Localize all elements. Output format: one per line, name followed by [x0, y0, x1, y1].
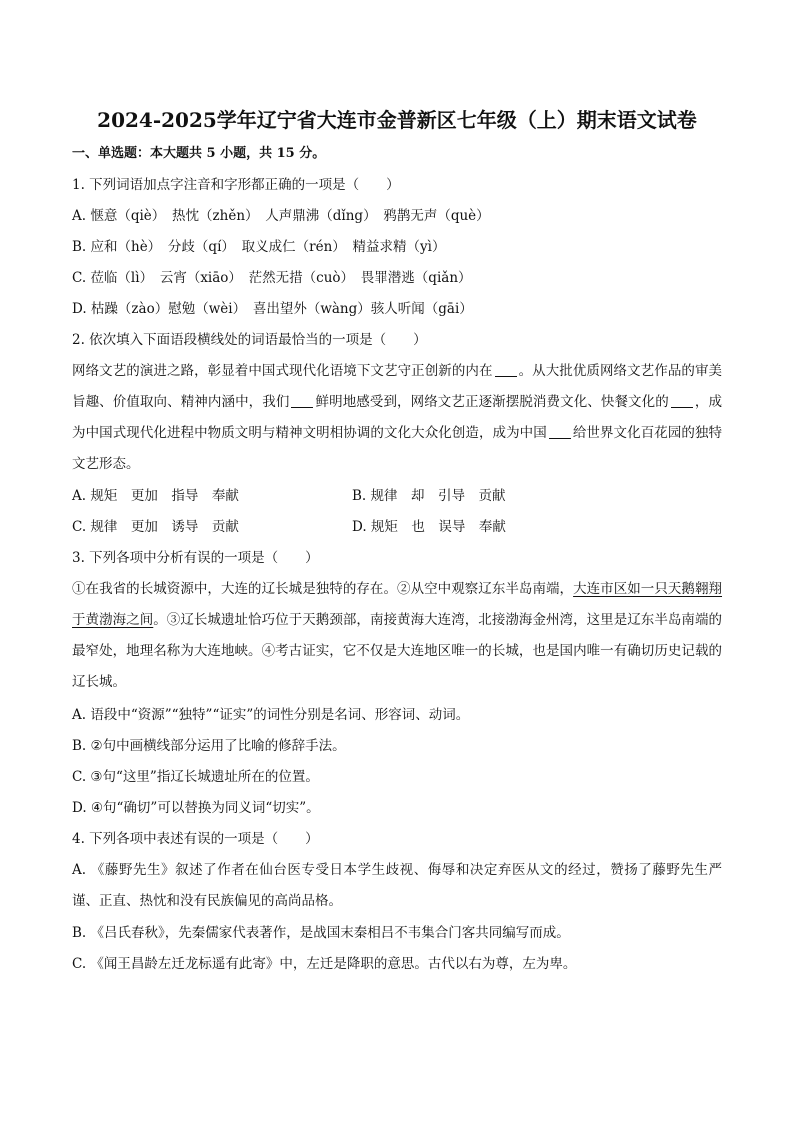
q2-passage-part: 。从大批优质网络文艺作品的审美旨趣、价值取向、精神内涵中，我们	[72, 363, 723, 410]
q2-passage-part: 网络文艺的演进之路，彰显着中国式现代化语境下文艺守正创新的内在	[72, 363, 493, 379]
q2-blank-1	[495, 362, 517, 377]
q2-blank-3	[671, 393, 693, 408]
q3-underlined-sentence: 大连市区如一只天鹅翱翔于黄渤海之间	[72, 581, 723, 628]
q4-option-a[interactable]: A. 《藤野先生》叙述了作者在仙台医专受日本学生歧视、侮辱和决定弃医从文的经过，赞扬了藤野先生严谨、正直、热忱和没有民族偏见的高尚品格。	[72, 862, 722, 909]
q1-option-d[interactable]: D. 枯躁（zào）慰勉（wèi） 喜出望外（wàng）骇人听闻（gāi）	[72, 301, 473, 317]
q3-stem: 3. 下列各项中分析有误的一项是（ ）	[72, 550, 319, 566]
q2-passage-part: 鲜明地感受到，网络文艺正逐渐摆脱消费文化、快餐文化的	[315, 394, 669, 410]
q3-option-b[interactable]: B. ②句中画横线部分运用了比喻的修辞手法。	[72, 738, 346, 754]
q4-option-c[interactable]: C. 《闻王昌龄左迁龙标遥有此寄》中，左迁是降职的意思。古代以右为尊，左为卑。	[72, 956, 577, 972]
q3-option-d[interactable]: D. ④句“确切”可以替换为同义词“切实”。	[72, 800, 320, 816]
q2-option-d[interactable]: D. 规矩 也 误导 奉献	[352, 519, 506, 535]
q3-passage-part: 。③辽长城遗址恰巧位于天鹅颈部，南接黄海大连湾，北接渤海金州湾，这里是辽东半岛南端的最窄处，地理名称为大连地峡。④考古证实，它不仅是大连地区唯一的长城，也是国内唯一有确切历史记载的辽长城。	[72, 612, 723, 690]
q3-option-c[interactable]: C. ③句“这里”指辽长城遗址所在的位置。	[72, 769, 319, 785]
q3-passage	[72, 574, 722, 698]
q1-stem: 1. 下列词语加点字注音和字形都正确的一项是（ ）	[72, 177, 400, 193]
q2-blank-2	[291, 393, 313, 408]
q2-option-c[interactable]: C. 规律 更加 诱导 贡献	[72, 519, 239, 535]
q2-option-a[interactable]: A. 规矩 更加 指导 奉献	[72, 488, 239, 504]
exam-title: 2024-2025学年辽宁省大连市金普新区七年级（上）期末语文试卷	[97, 108, 697, 132]
q1-option-c[interactable]: C. 莅临（lì） 云宵（xiāo） 茫然无措（cuò） 畏罪潜逃（qiǎn）	[72, 270, 472, 286]
q2-passage	[72, 356, 722, 480]
section-heading: 一、单选题：本大题共 5 小题，共 15 分。	[72, 146, 326, 161]
q4-stem: 4. 下列各项中表述有误的一项是（ ）	[72, 831, 319, 847]
q2-passage-part: 给世界文化百花园的独特文艺形态。	[72, 425, 723, 472]
q1-option-a[interactable]: A. 惬意（qiè） 热忱（zhěn） 人声鼎沸（dǐng） 鸦鹊无声（què）	[72, 208, 490, 224]
q2-option-b[interactable]: B. 规律 却 引导 贡献	[352, 488, 506, 504]
q3-option-a[interactable]: A. 语段中“资源”“独特”“证实”的词性分别是名词、形容词、动词。	[72, 707, 470, 723]
q1-option-b[interactable]: B. 应和（hè） 分歧（qí） 取义成仁（rén） 精益求精（yì）	[72, 239, 446, 255]
q2-blank-4	[549, 424, 571, 439]
q2-passage-part: ，成为中国式现代化进程中物质文明与精神文明相协调的文化大众化创造，成为中国	[72, 394, 723, 441]
q4-option-b[interactable]: B. 《吕氏春秋》，先秦儒家代表著作，是战国末秦相吕不韦集合门客共同编写而成。	[72, 925, 570, 941]
q2-stem: 2. 依次填入下面语段横线处的词语最恰当的一项是（ ）	[72, 332, 427, 348]
q3-passage-part: ①在我省的长城资源中，大连的辽长城是独特的存在。②从空中观察辽东半岛南端，	[72, 581, 574, 597]
